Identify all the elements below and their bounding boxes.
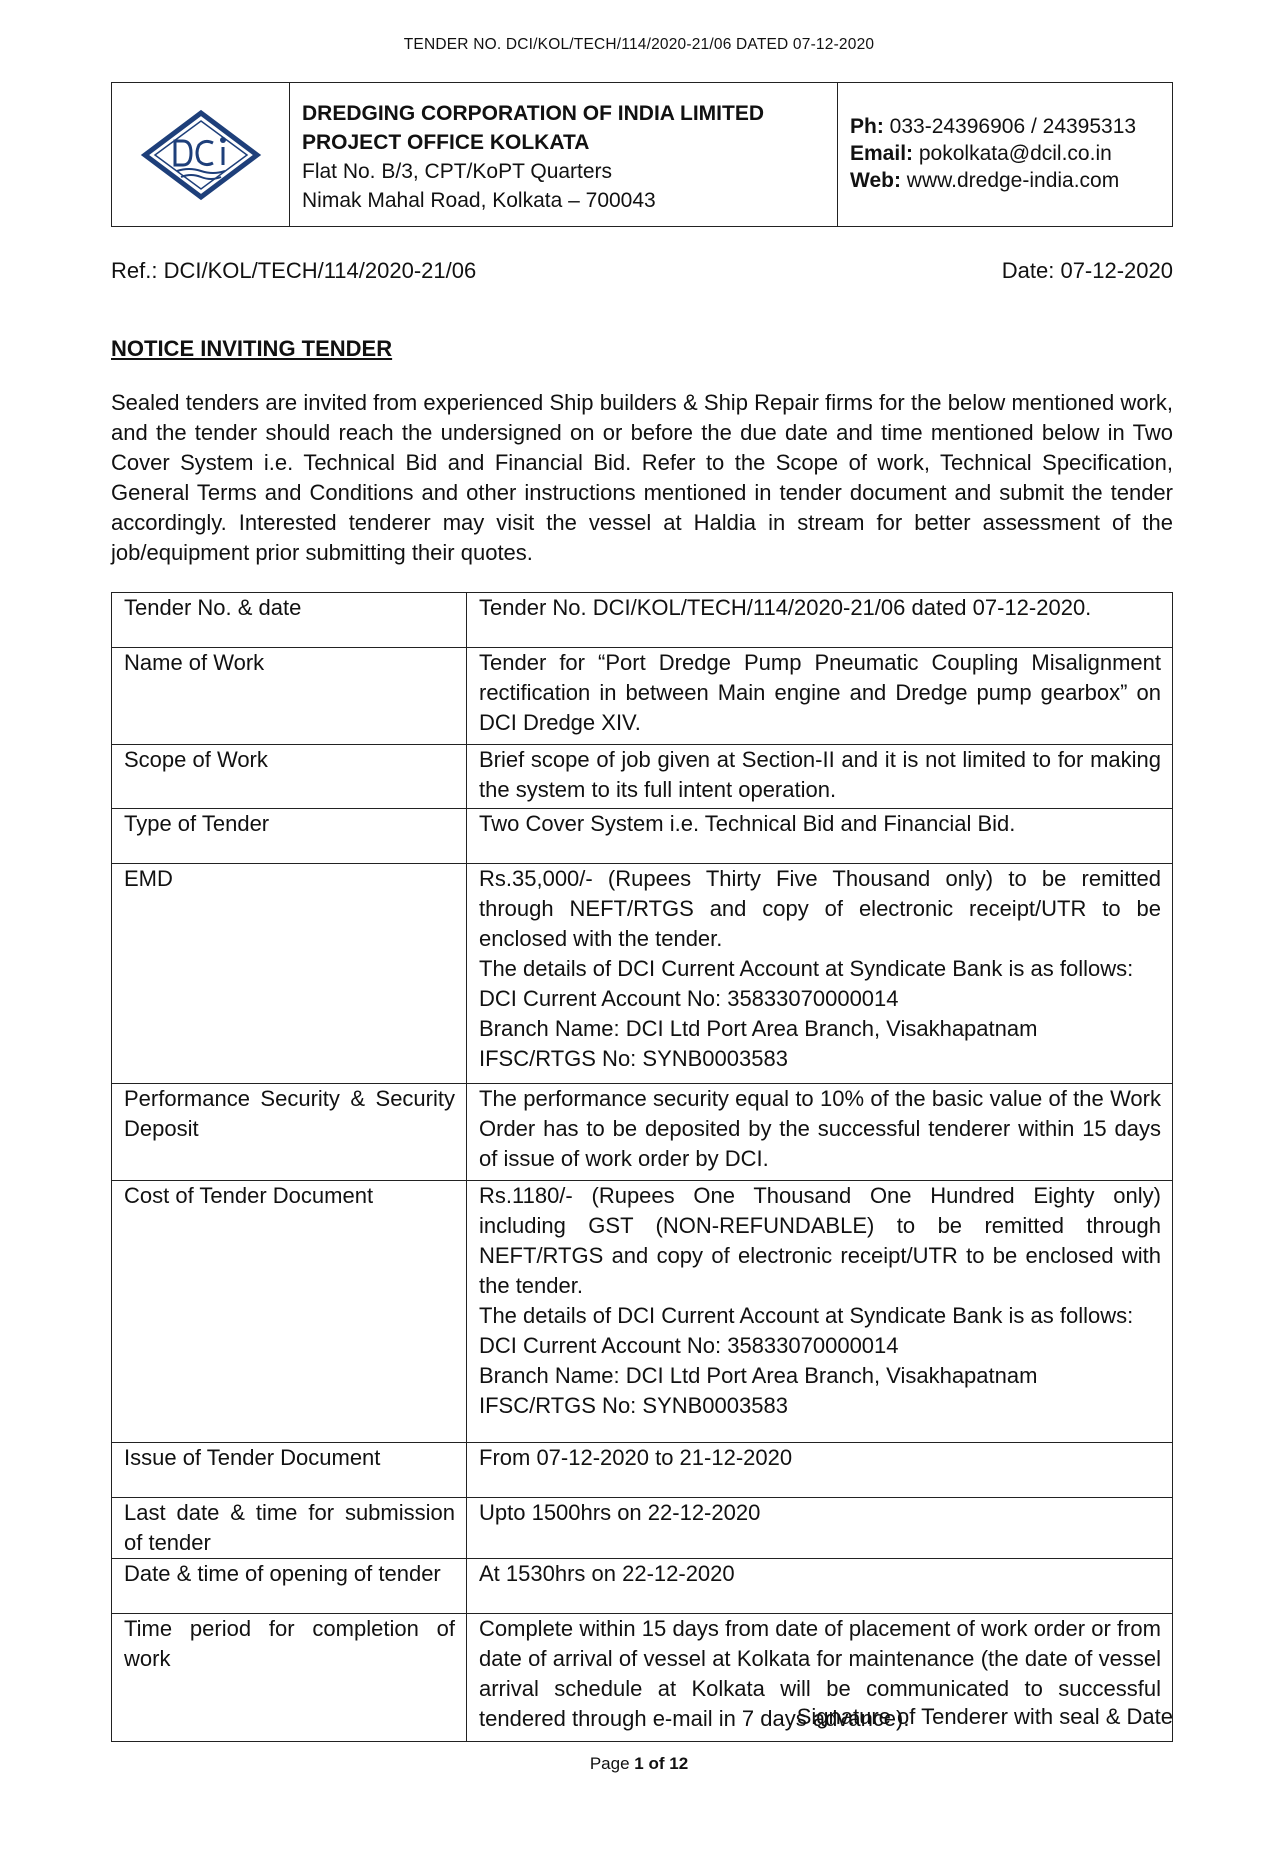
table-row [112,864,1173,1084]
table-row [112,1443,1173,1498]
email-label: Email: [850,142,914,165]
tender-details-table [111,592,1173,1742]
web-label: Web: [850,169,901,192]
row-value [467,1498,1173,1559]
row-value-line: Rs.1180/- (Rupees One Thousand One Hundred Eighty only) including GST (NON-REFUNDABLE) to be remitted through NEFT/RTGS and copy of electronic receipt/UTR to be enclosed with the tender. [479,1183,1161,1298]
row-value-line: Two Cover System i.e. Technical Bid and Financial Bid. [479,811,1016,836]
row-label: Date & time of opening of tender [112,1559,467,1614]
email-value: pokolkata@dcil.co.in [918,142,1112,165]
address-line-1: Flat No. B/3, CPT/KoPT Quarters [302,160,613,183]
row-label: Performance Security & Security Deposit [112,1084,467,1181]
reference-date: Date: 07-12-2020 [1001,258,1173,283]
top-tender-reference: TENDER NO. DCI/KOL/TECH/114/2020-21/06 DATED 07-12-2020 [403,36,875,53]
page-total: 12 [669,1754,689,1773]
row-label: Cost of Tender Document [112,1181,467,1443]
row-value [467,1443,1173,1498]
row-value [467,745,1173,809]
row-label: Name of Work [112,648,467,745]
row-value-line: Complete within 15 days from date of placement of work order or from date of arrival of vessel at Kolkata for maintenance (the date of vessel arrival schedule at Kolkata will be communicated to successful tendered through e-mail in 7 days advance). [479,1616,1161,1731]
row-value-line: Brief scope of job given at Section-II and it is not limited to for making the system to its full intent operation. [479,747,1161,802]
page-prefix: Page [589,1754,630,1773]
logo-cell [112,83,290,226]
row-value-line: Rs.35,000/- (Rupees Thirty Five Thousand only) to be remitted through NEFT/RTGS and copy of electronic receipt/UTR to be enclosed with the tender. [479,866,1161,951]
phone-line [850,113,1160,140]
tender-table-body [112,593,1173,1742]
company-details [290,83,838,226]
phone-label: Ph: [850,115,884,138]
intro-paragraph: Sealed tenders are invited from experienced Ship builders & Ship Repair firms for the below mentioned work, and the tender should reach the undersigned on or before the due date and time mentioned below in Two Cover System i.e. Technical Bid and Financial Bid. Refer to the Scope of work, Technical Specification, General Terms and Conditions and other instructions mentioned in tender document and submit the tender accordingly. Interested tenderer may visit the vessel at Haldia in stream for better assessment of the job/equipment prior submitting their quotes. [111,390,1173,565]
row-value [467,1181,1173,1443]
row-value [467,593,1173,648]
row-value-line: The performance security equal to 10% of the basic value of the Work Order has to be deposited by the successful tenderer within 15 days of issue of work order by DCI. [479,1086,1161,1171]
row-value-line: The details of DCI Current Account at Syndicate Bank is as follows: [479,956,1134,981]
row-label: Type of Tender [112,809,467,864]
reference-number: Ref.: DCI/KOL/TECH/114/2020-21/06 [111,258,477,283]
row-label: EMD [112,864,467,1084]
table-row [112,1559,1173,1614]
row-label: Tender No. & date [112,593,467,648]
row-value [467,648,1173,745]
signature-line: Signature of Tenderer with seal & Date [796,1704,1173,1729]
table-row [112,1084,1173,1181]
row-value-line: From 07-12-2020 to 21-12-2020 [479,1445,793,1470]
table-row [112,648,1173,745]
contact-details [838,83,1172,226]
row-value-line: Branch Name: DCI Ltd Port Area Branch, Visakhapatnam [479,1016,1038,1041]
letterhead [111,82,1173,227]
reference-line [111,258,1173,284]
dci-logo-icon [139,107,263,203]
row-value-line: Branch Name: DCI Ltd Port Area Branch, Visakhapatnam [479,1363,1038,1388]
table-row [112,1498,1173,1559]
phone-value: 033-24396906 / 24395313 [889,115,1137,138]
page-of: of [648,1754,665,1773]
table-row [112,745,1173,809]
table-row [112,593,1173,648]
row-value-line: DCI Current Account No: 35833070000014 [479,1333,899,1358]
row-value-line: Upto 1500hrs on 22-12-2020 [479,1500,761,1525]
row-value-line: IFSC/RTGS No: SYNB0003583 [479,1393,788,1418]
page-current: 1 [634,1754,644,1773]
web-line [850,167,1160,194]
row-value [467,864,1173,1084]
notice-title: NOTICE INVITING TENDER [111,336,393,361]
email-line [850,140,1160,167]
row-label: Time period for completion of work [112,1614,467,1742]
row-value [467,1559,1173,1614]
row-value-line: The details of DCI Current Account at Syndicate Bank is as follows: [479,1303,1134,1328]
address-line-2: Nimak Mahal Road, Kolkata – 700043 [302,189,656,212]
page-number [0,1754,1278,1774]
row-label: Last date & time for submission of tender [112,1498,467,1559]
row-value [467,809,1173,864]
row-value [467,1084,1173,1181]
row-value-line: IFSC/RTGS No: SYNB0003583 [479,1046,788,1071]
table-row [112,1181,1173,1443]
row-value-line: Tender No. DCI/KOL/TECH/114/2020-21/06 dated 07-12-2020. [479,595,1092,620]
web-value: www.dredge-india.com [906,169,1120,192]
row-value-line: At 1530hrs on 22-12-2020 [479,1561,735,1586]
row-label: Scope of Work [112,745,467,809]
table-row [112,809,1173,864]
office-name: PROJECT OFFICE KOLKATA [302,131,590,154]
row-value-line: Tender for “Port Dredge Pump Pneumatic Coupling Misalignment rectification in between Main engine and Dredge pump gearbox” on DCI Dredge XIV. [479,650,1161,735]
row-value-line: DCI Current Account No: 35833070000014 [479,986,899,1011]
row-label: Issue of Tender Document [112,1443,467,1498]
company-name: DREDGING CORPORATION OF INDIA LIMITED [302,102,764,125]
